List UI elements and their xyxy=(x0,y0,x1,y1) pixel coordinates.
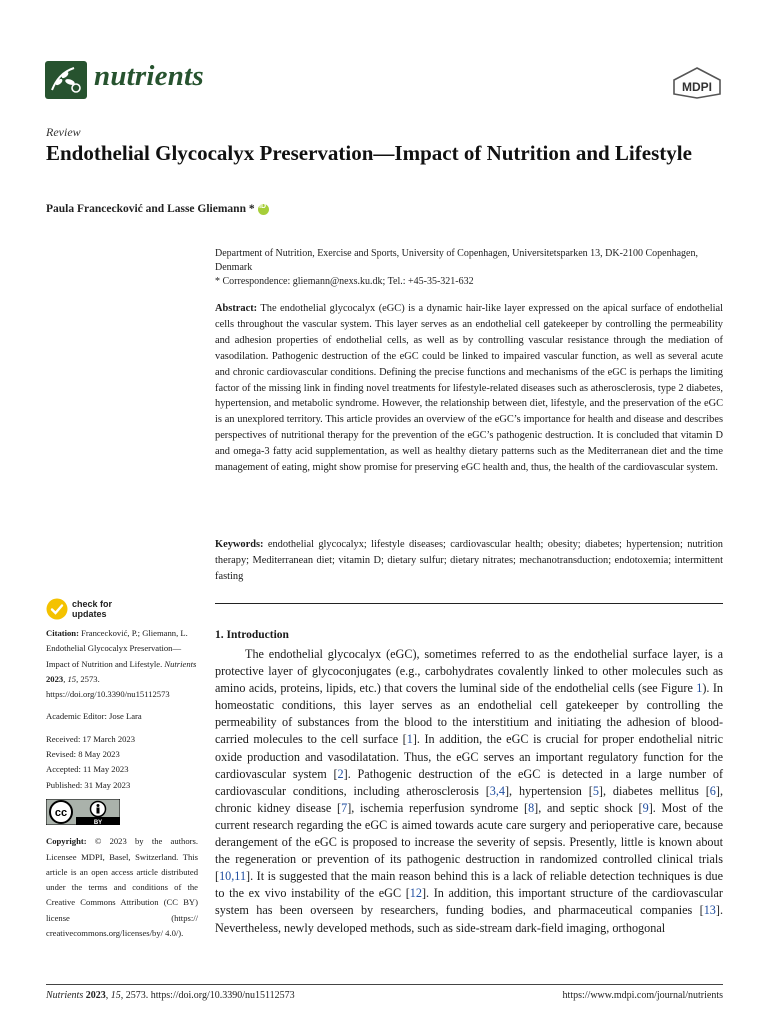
intro-text: ]. Most of the current research regarding the eGC is aimed towards acute care surgery and perioperative care, because derangement of the eGC is proposed to increase the severity of sepsis. Presently, little is known about the regeneration or prevention of its pathogenic destruction in randomized controlled clinical trials [ xyxy=(215,800,724,884)
citation-link[interactable]: 3,4 xyxy=(489,783,505,798)
copyright-text: © 2023 by the authors. Licensee MDPI, Basel, Switzerland. This article is an open access article distributed under the terms and conditions of the Creative Commons Attribution (CC BY) license (https:// creativecommons.org/licenses/by/ 4.0/). xyxy=(46,836,198,939)
intro-text: ]. In addition, the eGC is crucial for proper endothelial nitric oxide production and vasodilatation. Thus, the eGC serves an important regulatory function for the cardiovascular system [ xyxy=(215,732,723,781)
citation-text: Francecković, P.; Gliemann, L. Endothelial Glycocalyx Preservation—Impact of Nutrition and Lifestyle. xyxy=(46,628,188,669)
received-date: Received: 17 March 2023 xyxy=(46,733,136,744)
figure-link[interactable]: 1 xyxy=(696,681,703,696)
citation-link[interactable]: 5 xyxy=(592,783,599,798)
footer-year: 2023 xyxy=(85,990,106,1001)
footer-doi[interactable]: , 2573. https://doi.org/10.3390/nu15112573 xyxy=(120,990,295,1001)
citation-link[interactable]: 10,11 xyxy=(219,869,247,884)
citation-link[interactable]: 13 xyxy=(703,903,716,918)
journal-name: nutrients xyxy=(94,60,204,92)
article-title: Endothelial Glycocalyx Preservation—Impact of Nutrition and Lifestyle xyxy=(46,141,692,165)
revised-date: Revised: 8 May 2023 xyxy=(46,749,120,760)
citation-year: 2023 xyxy=(46,673,64,684)
keywords xyxy=(215,537,723,585)
citation-link[interactable]: 1 xyxy=(406,732,413,747)
affiliation: Department of Nutrition, Exercise and Sports, University of Copenhagen, Universitetsparken 13, DK-2100 Copenhagen, Denmark xyxy=(215,248,698,273)
citation-link[interactable]: 7 xyxy=(341,800,348,815)
footer-citation: Nutrients 2023, 15, 2573. https://doi.org/10.3390/nu15112573 xyxy=(46,990,295,1001)
cc-by-license-icon[interactable] xyxy=(46,799,120,825)
check-updates-line2: updates xyxy=(72,609,107,619)
citation-link[interactable]: 12 xyxy=(409,886,422,901)
abstract-text: The endothelial glycocalyx (eGC) is a dynamic hair-like layer expressed on the apical surface of endothelial cells throughout the vascular system. This layer serves as an endothelial cell gatekeeper by controlling the permeability and adhesion properties of endothelial cells, as well as by controlling vascular resistance through the mediation of vasodilation. Pathogenic destruction of the eGC could be linked to impaired vascular function, as well as several acute and chronic cardiovascular conditions. Defining the precise functions and mechanisms of the eGC is perhaps the limiting factor of the missing link in finding novel treatments for lifestyle-related diseases such as atherosclerosis, type 2 diabetes, hypertension, and metabolic syndrome. However, the relationship between diet, lifestyle, and the preservation of the eGC is an unexplored territory. This article provides an overview of the eGC’s importance for health and disease and describes perspectives of nutritional therapy for the prevention of the eGC’s pathogenic destruction. It is concluded that vitamin D and omega-3 fatty acid supplementation, as well as healthy dietary patterns such as the Mediterranean diet and the time management of eating, might show promise for preserving eGC health and, thus, the health of the cardiovascular system. xyxy=(215,303,723,474)
check-for-updates-button[interactable] xyxy=(46,598,166,622)
intro-text: ]. In addition, this important structure of the cardiovascular system has been overseen by researchers, funding bodies, and pharmaceutical companies [ xyxy=(215,886,723,918)
citation-link[interactable]: 9 xyxy=(642,800,649,815)
mdpi-logo-icon xyxy=(670,66,724,100)
footer-volume: 15 xyxy=(110,990,121,1001)
author-names: Paula Francecković and Lasse Gliemann * xyxy=(46,203,255,215)
intro-text: The endothelial glycocalyx (eGC), sometimes referred to as the endothelial surface layer, is a protective layer of glycoconjugates (e.g., carbohydrates covalently linked to other molecules such as amino acids, proteins, lipids, etc.) that covers the luminal side of the endothelial cells (see Figure xyxy=(215,647,723,696)
article-type: Review xyxy=(46,125,81,139)
journal-header xyxy=(44,58,724,106)
section-divider xyxy=(215,603,723,604)
copyright-label: Copyright: xyxy=(46,836,87,847)
footer-journal: Nutrients xyxy=(46,990,84,1001)
abstract-label: Abstract: xyxy=(215,303,258,314)
intro-text: ], ischemia reperfusion syndrome [ xyxy=(347,800,529,815)
orcid-icon[interactable] xyxy=(258,204,269,215)
copyright-notice xyxy=(46,834,198,941)
check-updates-line1: check for xyxy=(72,599,113,609)
intro-text: ], hypertension [ xyxy=(505,783,593,798)
introduction-paragraph xyxy=(215,646,723,937)
citation-link[interactable]: 2 xyxy=(337,766,344,781)
abstract xyxy=(215,301,723,476)
svg-text:cc: cc xyxy=(54,806,68,819)
intro-text: ). In homeostatic conditions, this layer serves as an endothelial cell gatekeeper by controlling the permeability of substances from the blood to the interstitium and initiating the adhesion of blood-carried molecules to the cell surface [ xyxy=(215,681,723,747)
check-updates-icon xyxy=(46,598,68,620)
footer-divider xyxy=(46,984,723,985)
svg-text:BY: BY xyxy=(93,819,103,825)
citation-journal: Nutrients xyxy=(164,658,197,669)
article-sidebar xyxy=(46,626,198,941)
intro-text: ]. Pathogenic destruction of the eGC is detected in a large number of cardiovascular conditions, including atherosclerosis [ xyxy=(215,766,723,798)
academic-editor: Academic Editor: Jose Lara xyxy=(46,711,142,722)
citation-link[interactable]: 6 xyxy=(709,783,716,798)
keywords-text: endothelial glycocalyx; lifestyle diseases; cardiovascular health; obesity; diabetes; hypertension; nutrition therapy; Mediterranean diet; vitamin D; dietary sulfur; dietary nitrates; mechanotransduction; endotoxemia; intermittent fasting xyxy=(215,539,723,582)
journal-url-link[interactable]: https://www.mdpi.com/journal/nutrients xyxy=(562,990,723,1001)
mdpi-text: MDPI xyxy=(682,80,712,94)
citation: Citation: Francecković, P.; Gliemann, L. Endothelial Glycocalyx Preservation—Impact of Nutrition and Lifestyle. Nutrients 2023, 15, 2573. https://doi.org/10.3390/nu15112573 xyxy=(46,628,197,700)
citation-link[interactable]: 8 xyxy=(528,800,535,815)
affiliation-block xyxy=(215,247,715,289)
correspondence: * Correspondence: gliemann@nexs.ku.dk; Tel.: +45-35-321-632 xyxy=(215,276,474,287)
keywords-label: Keywords: xyxy=(215,539,264,550)
citation-label: Citation: xyxy=(46,628,79,638)
citation-volume: 15 xyxy=(67,673,77,684)
intro-text: ], and septic shock [ xyxy=(534,800,643,815)
intro-text: ]. It is suggested that the main reason behind this is a lack of reliable detection techniques is due to the ex vivo instability of the eGC [ xyxy=(215,869,723,901)
accepted-date: Accepted: 11 May 2023 xyxy=(46,764,129,775)
intro-text: ], chronic kidney disease [ xyxy=(215,783,723,815)
nutrients-logo-icon xyxy=(44,60,88,100)
citation-doi[interactable]: , 2573. https://doi.org/10.3390/nu15112573 xyxy=(46,673,170,700)
author-list xyxy=(46,203,269,215)
published-date: Published: 31 May 2023 xyxy=(46,779,131,790)
section-heading: 1. Introduction xyxy=(215,629,289,641)
intro-text: ]. Nevertheless, newly developed methods, such as side-stream dark-field imaging, orthogonal xyxy=(215,903,723,935)
check-updates-label xyxy=(72,599,112,619)
intro-text: ], diabetes mellitus [ xyxy=(598,783,710,798)
